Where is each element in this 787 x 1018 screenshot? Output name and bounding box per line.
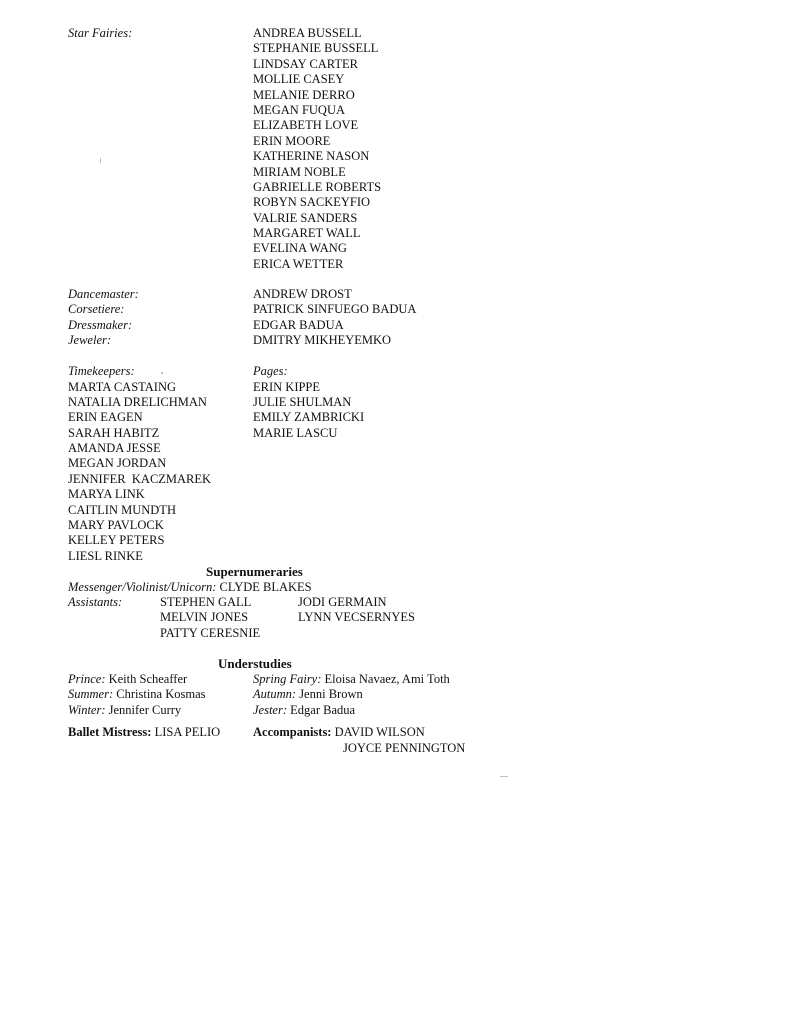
crew-role: Corsetiere: — [68, 302, 125, 317]
list-item: MARTA CASTAING — [68, 379, 177, 394]
list-item: PATTY CERESNIE — [160, 625, 261, 640]
list-item: EVELINA WANG — [253, 241, 347, 256]
assistants-label: Assistants: — [68, 595, 123, 609]
understudy-role: Spring Fairy: — [253, 672, 322, 686]
assistants-col1 — [160, 595, 260, 641]
understudy-name: Keith Scheaffer — [108, 672, 188, 686]
crew-role: Dressmaker: — [68, 317, 133, 332]
understudy-line — [253, 672, 450, 687]
understudy-role: Prince: — [68, 672, 106, 686]
understudy-role: Jester: — [253, 702, 288, 717]
list-item: VALRIE SANDERS — [253, 210, 358, 225]
list-item: ERIN EAGEN — [68, 410, 143, 425]
understudy-role: Summer: — [68, 687, 114, 702]
crew-roles — [68, 287, 139, 349]
accompanists-label: Accompanists: — [253, 725, 332, 739]
understudy-name: Eloisa Navaez, Ami Toth — [324, 672, 450, 686]
timekeepers-list — [68, 380, 211, 565]
list-item: MARYA LINK — [68, 487, 145, 502]
ballet-mistress-line — [68, 725, 220, 740]
list-item: KELLEY PETERS — [68, 533, 165, 548]
list-item: NATALIA DRELICHMAN — [68, 394, 207, 409]
understudy-name: Edgar Badua — [290, 702, 356, 717]
star-fairies-label: Star Fairies: — [68, 26, 133, 40]
list-item: CAITLIN MUNDTH — [68, 502, 176, 517]
list-item: ERICA WETTER — [253, 256, 344, 271]
crew-name: PATRICK SINFUEGO BADUA — [253, 302, 417, 317]
list-item: MELANIE DERRO — [253, 87, 355, 102]
ballet-mistress-label: Ballet Mistress: — [68, 725, 152, 739]
star-fairies-list — [253, 26, 381, 272]
list-item: JENNIFER KACZMAREK — [68, 471, 212, 486]
list-item: MEGAN JORDAN — [68, 456, 167, 471]
understudy-line — [68, 672, 206, 687]
list-item: ELIZABETH LOVE — [253, 118, 359, 133]
messenger-line — [68, 580, 312, 595]
supernumeraries-heading: Supernumeraries — [206, 564, 303, 579]
messenger-name: CLYDE BLAKES — [219, 579, 312, 594]
crew-name: DMITRY MIKHEYEMKO — [253, 333, 392, 348]
list-item: MEGAN FUQUA — [253, 102, 346, 117]
understudy-name: Christina Kosmas — [116, 687, 206, 702]
understudy-line — [68, 703, 206, 718]
crew-names — [253, 287, 416, 349]
list-item: SARAH HABITZ — [68, 425, 160, 440]
understudy-line — [68, 687, 206, 702]
list-item: STEPHEN GALL — [160, 595, 252, 609]
understudy-role: Winter: — [68, 702, 106, 717]
accompanist-name: JOYCE PENNINGTON — [343, 740, 466, 755]
list-item: MARIE LASCU — [253, 425, 338, 440]
list-item: GABRIELLE ROBERTS — [253, 179, 382, 194]
ballet-mistress-name: LISA PELIO — [154, 725, 221, 739]
understudy-name: Jenni Brown — [299, 687, 363, 702]
scan-speck — [100, 158, 101, 163]
list-item: ERIN KIPPE — [253, 379, 321, 394]
assistants-col2 — [298, 595, 415, 626]
pages-label: Pages: — [253, 364, 288, 378]
crew-role: Dancemaster: — [68, 287, 139, 301]
understudies-right — [253, 672, 450, 718]
understudy-line — [253, 687, 450, 702]
crew-name: ANDREW DROST — [253, 287, 352, 301]
understudy-name: Jennifer Curry — [108, 702, 182, 717]
list-item: MELVIN JONES — [160, 610, 249, 625]
list-item: ROBYN SACKEYFIO — [253, 195, 371, 210]
understudies-left — [68, 672, 206, 718]
list-item: KATHERINE NASON — [253, 149, 370, 164]
list-item: LINDSAY CARTER — [253, 56, 358, 71]
crew-role: Jeweler: — [68, 333, 112, 348]
timekeepers-label: Timekeepers: — [68, 364, 135, 378]
understudy-role: Autumn: — [253, 687, 297, 702]
crew-name: EDGAR BADUA — [253, 317, 344, 332]
list-item: AMANDA JESSE — [68, 441, 161, 456]
list-item: STEPHANIE BUSSELL — [253, 41, 379, 56]
scan-speck — [161, 372, 163, 374]
list-item: MIRIAM NOBLE — [253, 164, 346, 179]
understudy-line — [253, 703, 450, 718]
list-item: ANDREA BUSSELL — [253, 26, 362, 40]
list-item: LIESL RINKE — [68, 548, 143, 563]
list-item: EMILY ZAMBRICKI — [253, 410, 365, 425]
list-item: MARGARET WALL — [253, 226, 361, 241]
messenger-role: Messenger/Violinist/Unicorn: — [68, 579, 217, 594]
understudies-heading: Understudies — [218, 656, 292, 671]
list-item: MARY PAVLOCK — [68, 518, 164, 533]
accompanist-name: DAVID WILSON — [334, 725, 425, 739]
accompanists-line — [253, 725, 425, 740]
list-item: LYNN VECSERNYES — [298, 610, 415, 625]
list-item: JODI GERMAIN — [298, 595, 387, 609]
list-item: JULIE SHULMAN — [253, 394, 352, 409]
scan-speck — [500, 776, 508, 777]
pages-list — [253, 380, 364, 442]
list-item: ERIN MOORE — [253, 133, 331, 148]
list-item: MOLLIE CASEY — [253, 72, 345, 87]
